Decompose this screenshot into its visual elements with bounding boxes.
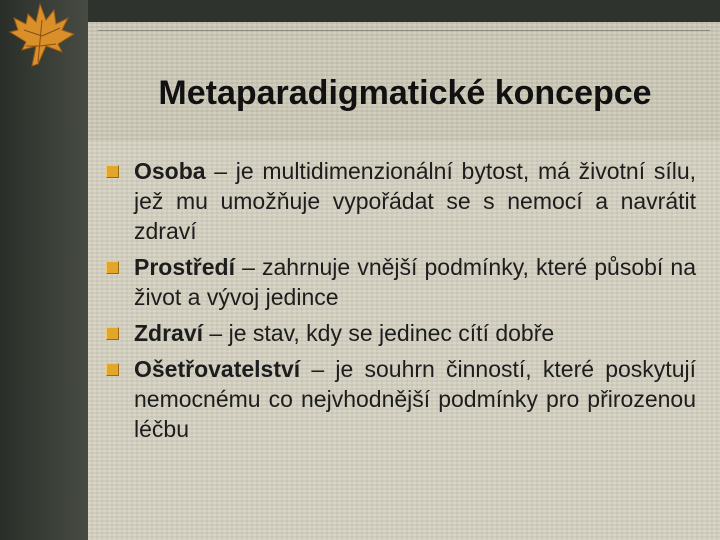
bullet-text: – je multidimenzionální bytost, má životní sílu, jež mu umožňuje vypořádat se s nemocí a navrátit zdraví (134, 158, 696, 244)
bullet-text: – je stav, kdy se jedinec cítí dobře (203, 320, 555, 346)
bullet-text: – je souhrn činností, které poskytují nemocnému co nejvhodnější podmínky pro přirozenou léčbu (134, 356, 696, 442)
square-bullet-icon (106, 165, 119, 178)
left-decor-band (0, 0, 88, 540)
top-decor-band (88, 0, 720, 22)
square-bullet-icon (106, 327, 119, 340)
slide-title: Metaparadigmatické koncepce (158, 74, 652, 112)
square-bullet-icon (106, 363, 119, 376)
bullet-term: Zdraví (134, 320, 204, 346)
bullet-text: – zahrnuje vnější podmínky, které působí na život a vývoj jedince (134, 254, 696, 310)
bullet-item-zdravi (106, 318, 696, 348)
maple-leaf-icon (2, 0, 80, 70)
bullet-term: Ošetřovatelství (134, 356, 301, 382)
bullet-list (106, 156, 696, 450)
title-frame-line (98, 30, 710, 31)
square-bullet-icon (106, 261, 119, 274)
bullet-item-osetrovatelstvi (106, 354, 696, 444)
bullet-term: Osoba (134, 158, 206, 184)
bullet-item-osoba (106, 156, 696, 246)
bullet-term: Prostředí (134, 254, 235, 280)
bullet-item-prostredi (106, 252, 696, 312)
